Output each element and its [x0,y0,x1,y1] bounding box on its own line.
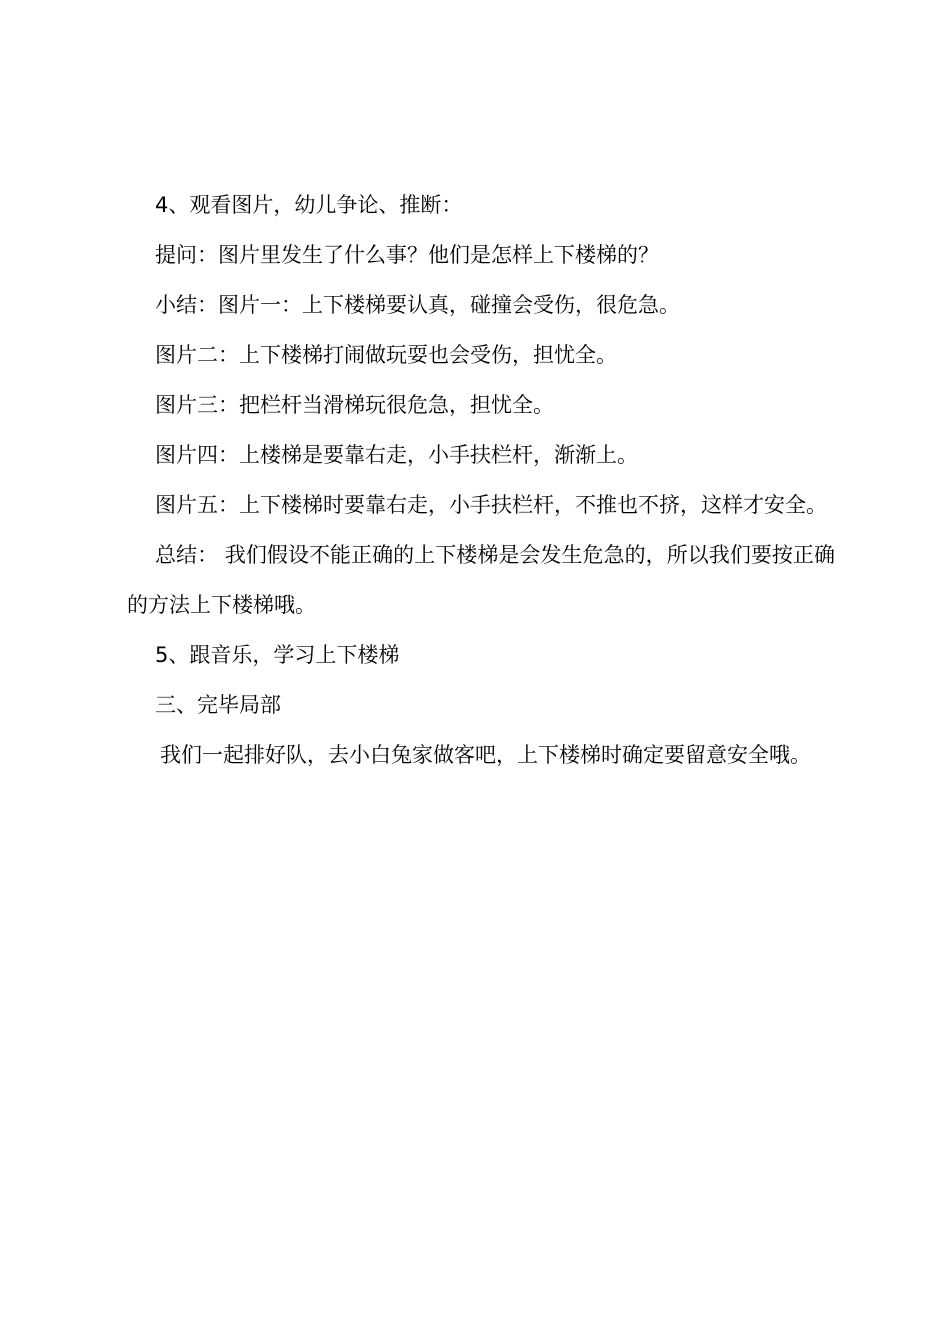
paragraph-step4-observe-pictures: 4、观看图片，幼儿争论、推断： [155,193,463,217]
paragraph-picture-4: 图片四：上楼梯是要靠右走，小手扶栏杆，渐渐上。 [155,443,638,467]
document-body [127,180,835,780]
paragraph-picture-5: 图片五：上下楼梯时要靠右走，小手扶栏杆，不推也不挤，这样才安全。 [155,493,827,517]
paragraph-picture-3: 图片三：把栏杆当滑梯玩很危急，担忧全。 [155,393,554,417]
paragraph-picture-2: 图片二：上下楼梯打闹做玩耍也会受伤，担忧全。 [155,343,617,367]
paragraph-step5-music: 5、跟音乐，学习上下楼梯 [155,643,400,667]
paragraph-question: 提问：图片里发生了什么事？他们是怎样上下楼梯的？ [155,243,659,267]
paragraph-section-3-heading: 三、完毕局部 [155,693,281,717]
paragraph-conclusion: 总结： 我们假设不能正确的上下楼梯是会发生危急的，所以我们要按正确的方法上下楼梯哦。 [127,543,835,617]
paragraph-summary-picture-1: 小结：图片一：上下楼梯要认真，碰撞会受伤，很危急。 [155,293,680,317]
paragraph-closing: 我们一起排好队，去小白兔家做客吧，上下楼梯时确定要留意安全哦。 [160,743,811,767]
